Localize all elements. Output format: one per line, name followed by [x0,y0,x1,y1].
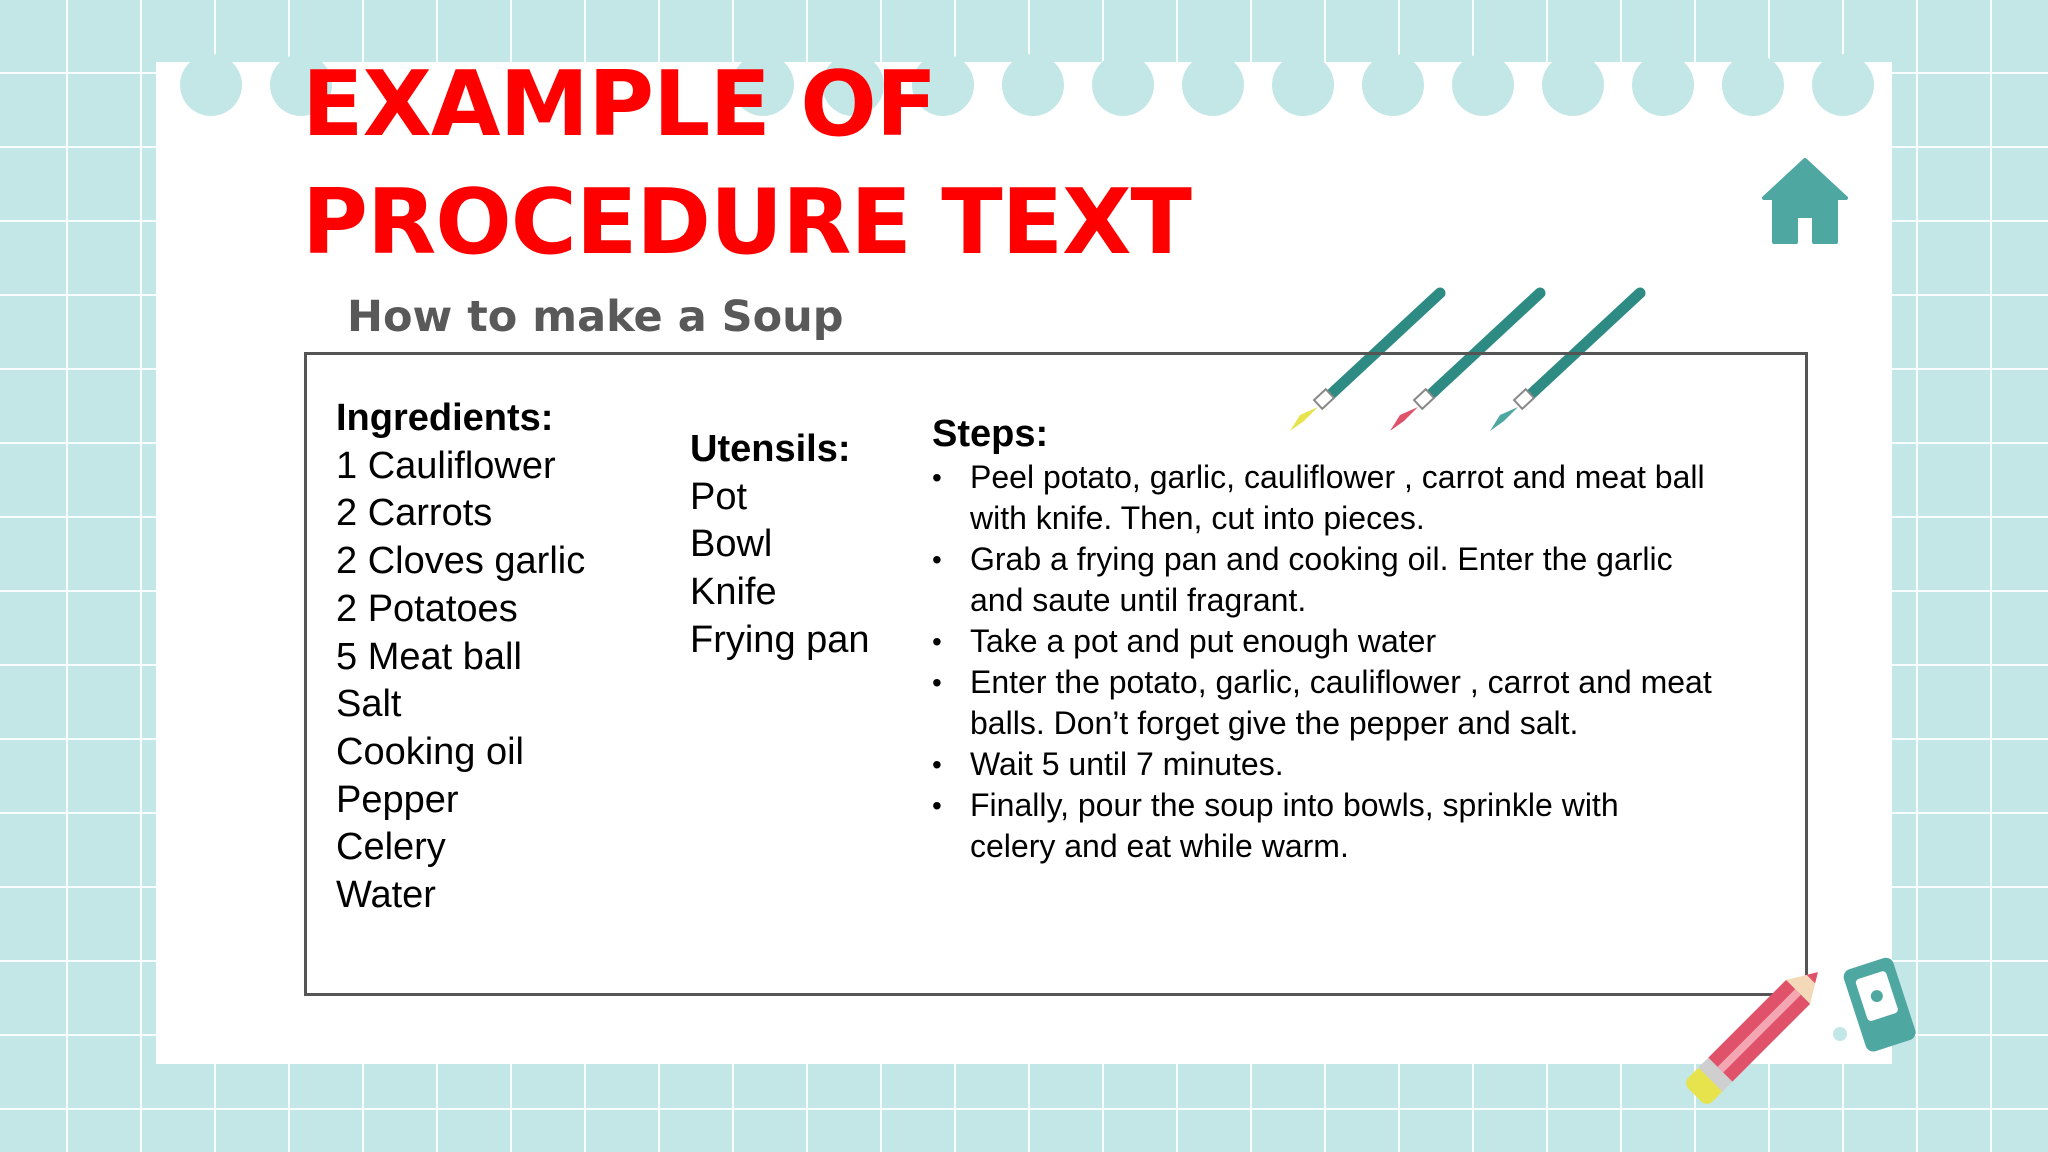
utensils-heading: Utensils: [690,428,851,470]
scallop-decoration [1362,54,1424,116]
scallop-decoration [1542,54,1604,116]
slide-subtitle: How to make a Soup [347,292,844,342]
steps-heading: Steps: [932,413,1049,455]
ingredient-item: 2 Potatoes [336,587,518,630]
step-item: • Grab a frying pan and cooking oil. Enter the garlic and saute until fragrant. [932,539,1712,621]
steps-column [932,411,1712,867]
steps-list [932,457,1712,867]
ingredient-item: 5 Meat ball [336,635,522,678]
sharpener-icon [1830,950,1930,1060]
slide-title [302,46,1191,282]
title-line-1: EXAMPLE OF [302,52,937,157]
home-icon[interactable] [1762,158,1848,244]
scallop-decoration [1452,54,1514,116]
utensil-item: Frying pan [690,618,870,661]
ingredient-item: Water [336,874,436,917]
utensil-item: Pot [690,475,748,518]
pencil-icon [1660,940,1850,1130]
title-line-2: PROCEDURE TEXT [302,170,1191,275]
ingredient-item: 2 Carrots [336,492,493,535]
ingredients-heading: Ingredients: [336,397,554,439]
scallop-decoration [180,54,242,116]
scallop-decoration [1182,54,1244,116]
ingredient-item: Cooking oil [336,730,524,773]
scallop-decoration [1722,54,1784,116]
scallop-decoration [1812,54,1874,116]
ingredient-item: Salt [336,683,402,726]
step-item: • Take a pot and put enough water [932,621,1712,662]
step-item: • Enter the potato, garlic, cauliflower , carrot and meat balls. Don’t forget give the pepper and salt. [932,662,1712,744]
utensil-item: Bowl [690,523,773,566]
utensil-item: Knife [690,571,777,614]
ingredient-item: 1 Cauliflower [336,444,556,487]
ingredient-item: Celery [336,826,446,869]
step-item: • Peel potato, garlic, cauliflower , carrot and meat ball with knife. Then, cut into pieces. [932,457,1712,539]
ingredient-item: 2 Cloves garlic [336,540,586,583]
scallop-decoration [1272,54,1334,116]
utensils-column [690,426,870,665]
step-item: • Finally, pour the soup into bowls, sprinkle with celery and eat while warm. [932,785,1712,867]
scallop-decoration [1632,54,1694,116]
ingredient-item: Pepper [336,778,459,821]
step-item: • Wait 5 until 7 minutes. [932,744,1712,785]
ingredients-column [336,395,585,920]
